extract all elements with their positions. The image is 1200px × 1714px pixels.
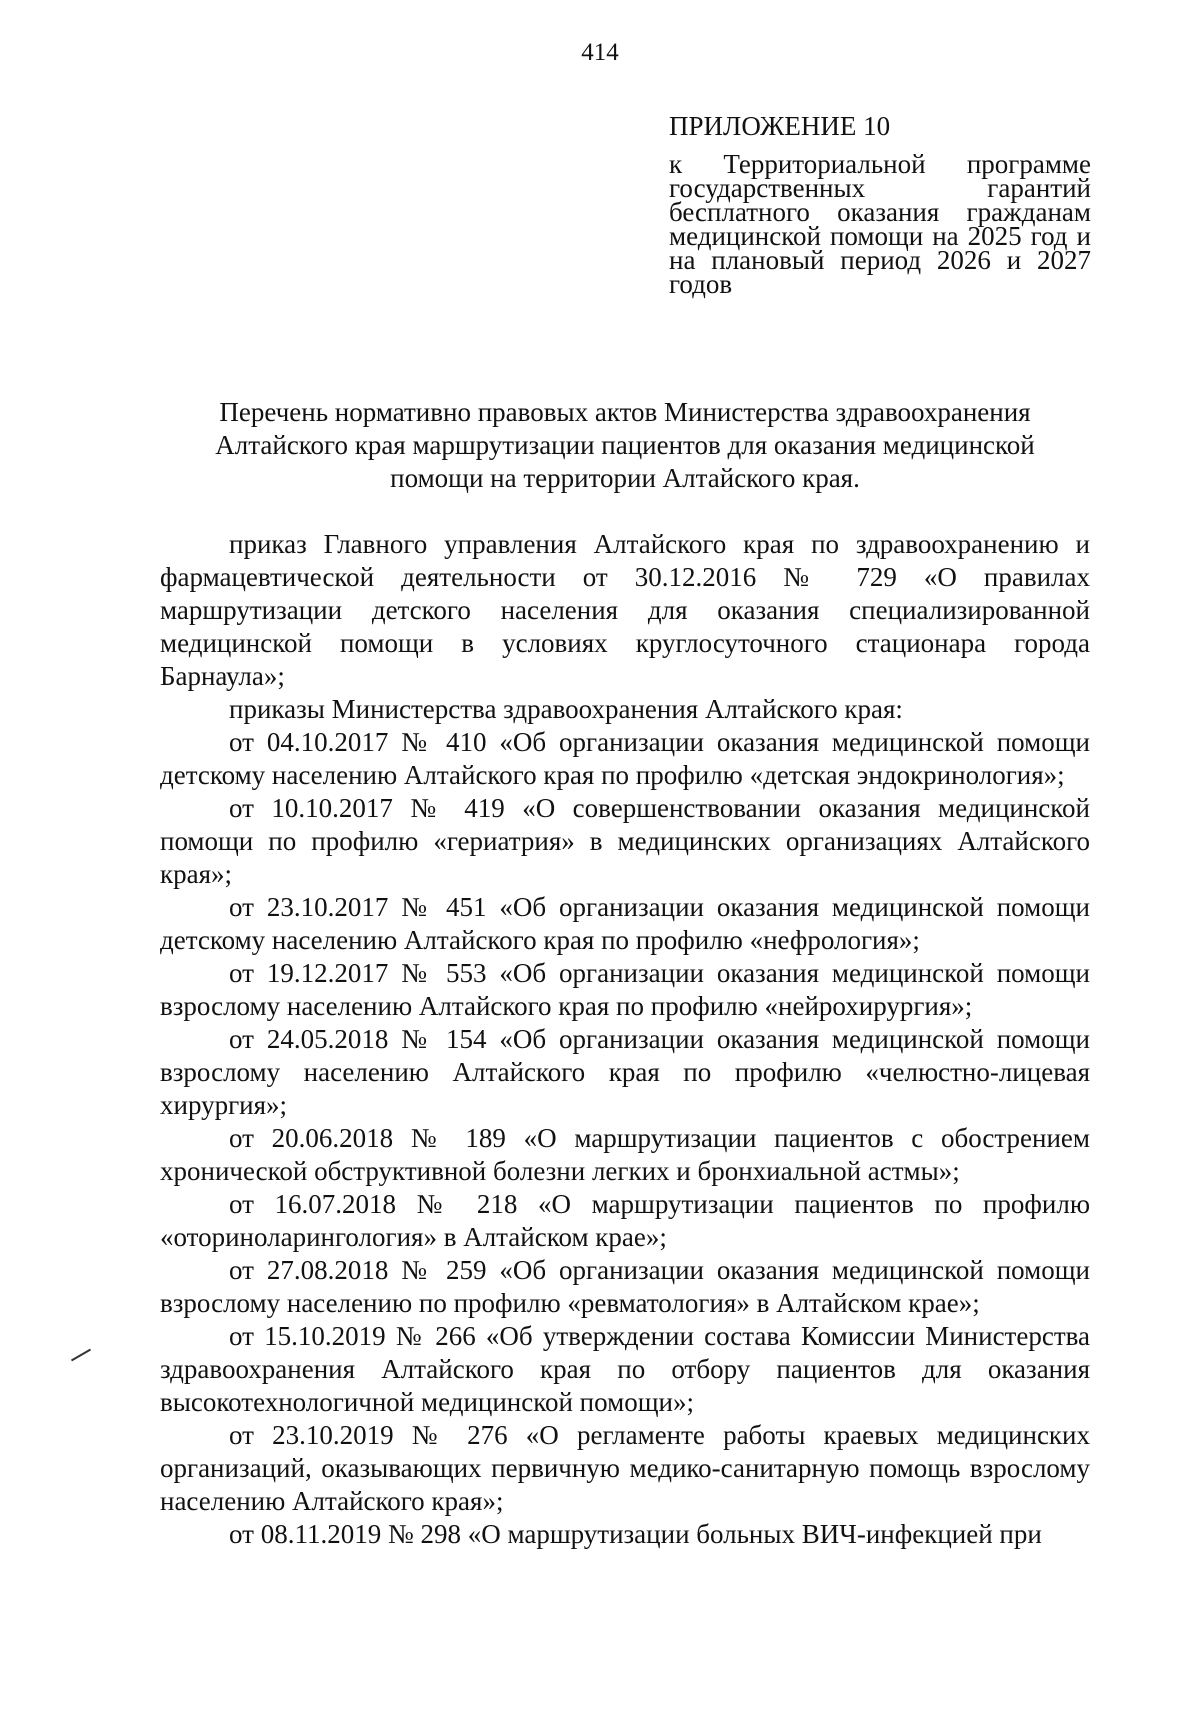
page-number: 414 [581,39,619,66]
appendix-text: к Территориальной программе государственных гарантий бесплатного оказания гражданам медицинской помощи на 2025 год и на плановый период 2026 и 2027 годов [669,149,1091,299]
paragraph: от 24.05.2018 № 154 «Об организации оказания медицинской помощи взрослому населению Алтайского края по профилю «челюстно-лицевая хирургия»; [160,1024,1090,1120]
paragraph: от 16.07.2018 № 218 «О маршрутизации пациентов по профилю «оториноларингология» в Алтайском крае»; [160,1189,1090,1252]
heading-line: Алтайского края маршрутизации пациентов для оказания медицинской [215,430,1035,460]
document-heading [160,396,1090,495]
paragraph: от 23.10.2017 № 451 «Об организации оказания медицинской помощи детскому населению Алтайского края по профилю «нефрология»; [160,892,1090,955]
appendix-title: ПРИЛОЖЕНИЕ 10 [669,111,891,141]
heading-line: помощи на территории Алтайского края. [390,463,860,493]
paragraph: от 19.12.2017 № 553 «Об организации оказания медицинской помощи взрослому населению Алтайского края по профилю «нейрохирургия»; [160,958,1090,1021]
appendix-block [669,110,1091,299]
document-body [160,528,1090,1551]
paragraph: от 27.08.2018 № 259 «Об организации оказания медицинской помощи взрослому населению по профилю «ревматология» в Алтайском крае»; [160,1255,1090,1318]
paragraph: от 23.10.2019 № 276 «О регламенте работы краевых медицинских организаций, оказывающих первичную медико-санитарную помощь взрослому населению Алтайского края»; [160,1420,1090,1516]
paragraph: приказы Министерства здравоохранения Алтайского края: [229,694,903,724]
heading-line: Перечень нормативно правовых актов Министерства здравоохранения [219,397,1031,427]
paragraph: от 04.10.2017 № 410 «Об организации оказания медицинской помощи детскому населению Алтайского края по профилю «детская эндокринология»; [160,727,1090,790]
paragraph: от 15.10.2019 № 266 «Об утверждении состава Комиссии Министерства здравоохранения Алтайского края по отбору пациентов для оказания высокотехнологичной медицинской помощи»; [160,1321,1090,1417]
margin-pen-mark [71,1349,91,1362]
paragraph: от 10.10.2017 № 419 «О совершенствовании оказания медицинской помощи по профилю «гериатрия» в медицинских организациях Алтайского края»; [160,793,1090,889]
paragraph: приказ Главного управления Алтайского края по здравоохранению и фармацевтической деятельности от 30.12.2016 № 729 «О правилах маршрутизации детского населения для оказания специализированной медицинской помощи в условиях круглосуточного стационара города Барнаула»; [160,529,1090,691]
paragraph: от 08.11.2019 № 298 «О маршрутизации больных ВИЧ-инфекцией при [229,1519,1042,1549]
paragraph: от 20.06.2018 № 189 «О маршрутизации пациентов с обострением хронической обструктивной болезни легких и бронхиальной астмы»; [160,1123,1090,1186]
